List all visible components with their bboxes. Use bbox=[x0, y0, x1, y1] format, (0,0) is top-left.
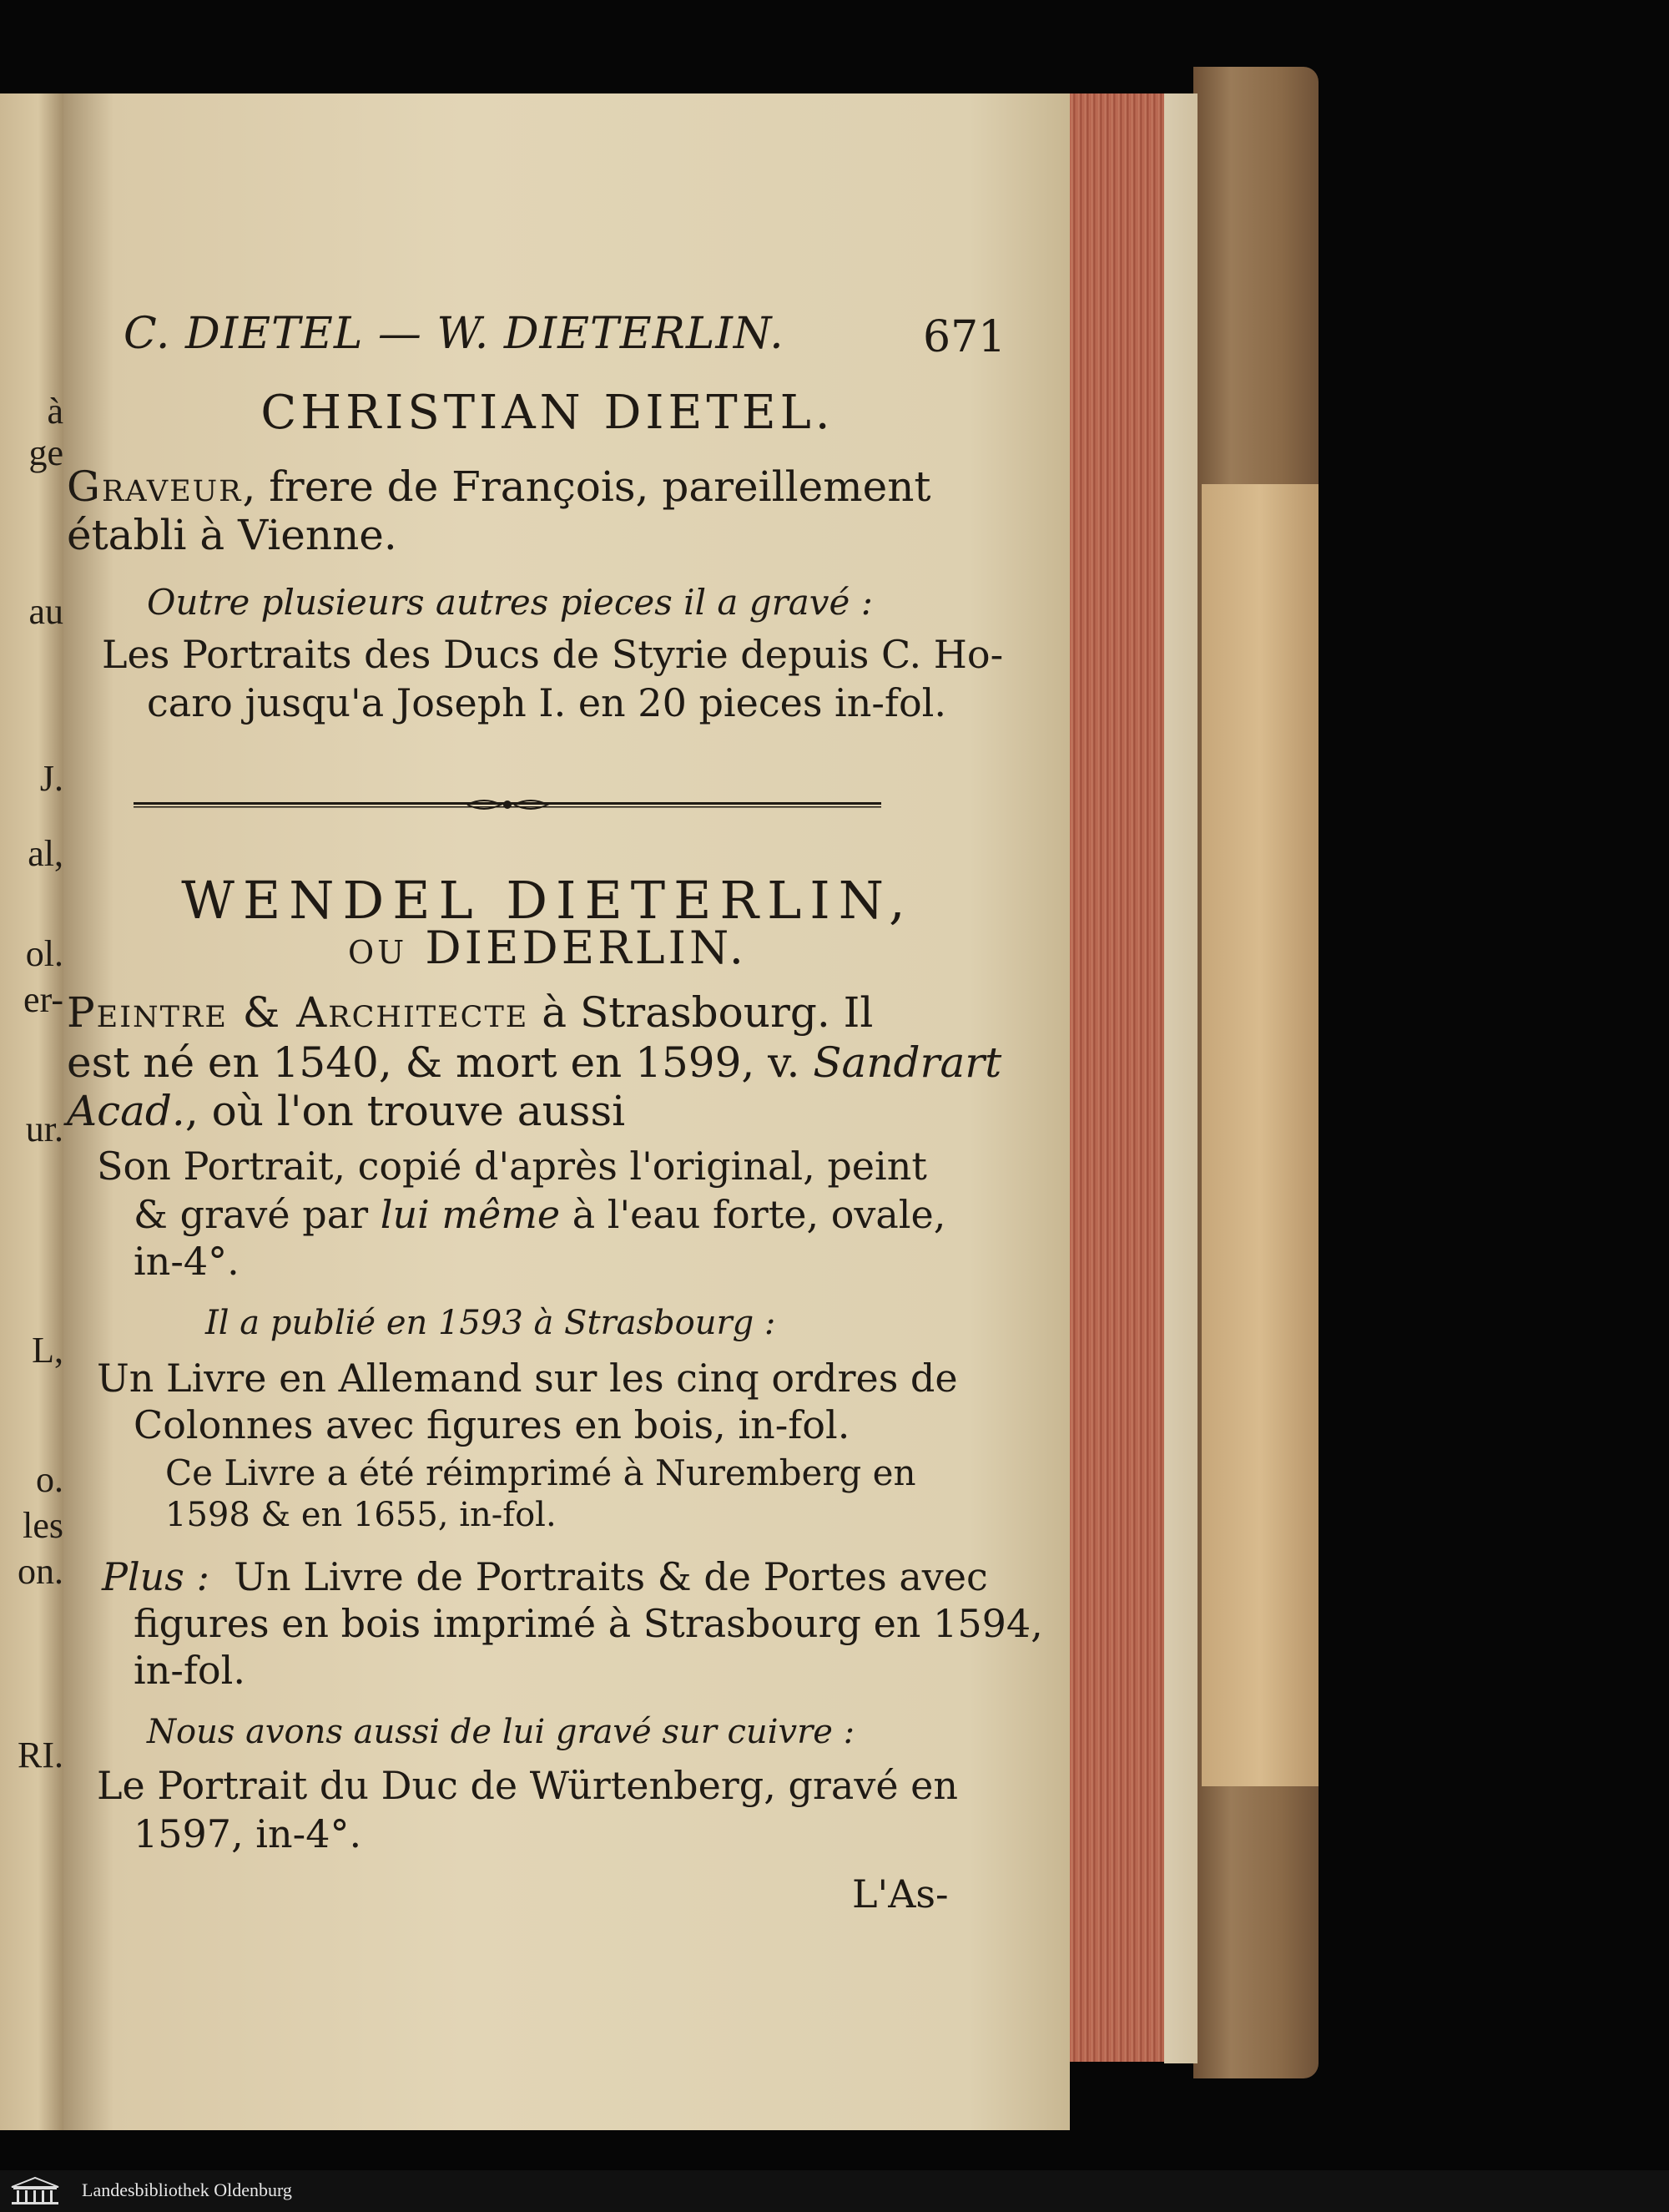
entry2-intro-line2 bbox=[67, 1038, 1001, 1087]
page-edges-inner bbox=[1164, 93, 1198, 2063]
entry1-subhead: Outre plusieurs autres pieces il a gravé : bbox=[147, 582, 873, 623]
page-number: 671 bbox=[923, 312, 1006, 362]
entry2-intro-line2-a: est né en 1540, & mort en 1599, v. bbox=[67, 1038, 814, 1087]
portrait-line2 bbox=[134, 1192, 945, 1237]
library-building-icon bbox=[8, 2175, 62, 2207]
entry2-subhead-copper: Nous avons aussi de lui gravé sur cuivre : bbox=[147, 1713, 855, 1751]
previous-page bbox=[0, 93, 63, 2130]
note-line1: Ce Livre a été réimprimé à Nuremberg en bbox=[165, 1452, 916, 1493]
book-page bbox=[63, 93, 1070, 2130]
entry-title-christian-dietel: CHRISTIAN DIETEL. bbox=[260, 386, 834, 440]
portrait-line2-a: & gravé par bbox=[134, 1192, 381, 1237]
entry1-intro-line2: établi à Vienne. bbox=[67, 511, 397, 559]
left-fragment: er- bbox=[23, 979, 63, 1020]
entry2-intro-lead: Peintre & Architecte bbox=[67, 988, 529, 1037]
paper-slip bbox=[1202, 484, 1319, 1786]
entry1-intro-line1 bbox=[67, 462, 931, 511]
entry2-intro-line1 bbox=[67, 988, 873, 1037]
entry2-intro-rest: à Strasbourg. Il bbox=[528, 988, 874, 1037]
left-fragment: J. bbox=[39, 758, 63, 799]
entry1-intro-rest: , frere de François, pareillement bbox=[242, 462, 931, 511]
running-title: C. DIETEL — W. DIETERLIN. bbox=[124, 309, 784, 359]
left-fragment: on. bbox=[18, 1551, 63, 1592]
entry1-work-line2: caro jusqu'a Joseph I. en 20 pieces in-fol. bbox=[147, 680, 946, 725]
ornamental-rule bbox=[134, 796, 881, 813]
left-fragment: RI. bbox=[18, 1735, 63, 1775]
book2-line1 bbox=[102, 1554, 988, 1599]
entry2-intro-line3 bbox=[67, 1087, 625, 1135]
portrait-line1: Son Portrait, copié d'après l'original, peint bbox=[97, 1144, 927, 1189]
entry-title-alt-name: ou DIEDERLIN. bbox=[348, 922, 747, 974]
entry1-work-line1: Les Portraits des Ducs de Styrie depuis C. Ho- bbox=[102, 632, 1004, 677]
copper-line2: 1597, in-4°. bbox=[134, 1811, 362, 1856]
note-line2: 1598 & en 1655, in-fol. bbox=[165, 1496, 557, 1534]
book1-line1: Un Livre en Allemand sur les cinq ordres de bbox=[97, 1356, 958, 1401]
left-fragment: L, bbox=[32, 1330, 63, 1371]
left-fragment: les bbox=[23, 1505, 63, 1546]
entry1-intro-lead: Graveur bbox=[67, 462, 243, 511]
left-fragment: au bbox=[28, 591, 63, 632]
copper-line1: Le Portrait du Duc de Würtenberg, gravé en bbox=[97, 1763, 959, 1808]
book2-line2: figures en bois imprimé à Strasbourg en 1594, bbox=[134, 1601, 1043, 1646]
entry2-intro-line3-rest: , où l'on trouve aussi bbox=[184, 1087, 626, 1135]
portrait-line2-b: à l'eau forte, ovale, bbox=[560, 1192, 946, 1237]
left-fragment: ge bbox=[28, 432, 63, 473]
library-name: Landesbibliothek Oldenburg bbox=[82, 2179, 292, 2200]
left-fragment: o. bbox=[36, 1459, 63, 1500]
left-fragment: ur. bbox=[25, 1109, 63, 1149]
left-fragment: ol. bbox=[25, 933, 63, 974]
catchword: L'As- bbox=[852, 1871, 949, 1917]
entry-title-wendel-dieterlin: WENDEL DIETERLIN, bbox=[181, 870, 914, 931]
book2-line3: in-fol. bbox=[134, 1648, 245, 1693]
entry2-intro-acad: Acad. bbox=[67, 1087, 185, 1135]
plus-label: Plus : bbox=[102, 1554, 210, 1599]
page-edges bbox=[1070, 93, 1174, 2062]
left-fragment: al, bbox=[28, 833, 63, 874]
entry2-subhead-1593: Il a publié en 1593 à Strasbourg : bbox=[205, 1304, 776, 1342]
book2-line1-text: Un Livre de Portraits & de Portes avec bbox=[234, 1554, 988, 1599]
portrait-line3: in-4°. bbox=[134, 1239, 240, 1284]
portrait-lui-meme: lui même bbox=[380, 1192, 561, 1237]
book1-line2: Colonnes avec figures en bois, in-fol. bbox=[134, 1402, 850, 1447]
entry2-intro-sandrart: Sandrart bbox=[813, 1038, 1002, 1087]
left-fragment: à bbox=[47, 391, 63, 432]
